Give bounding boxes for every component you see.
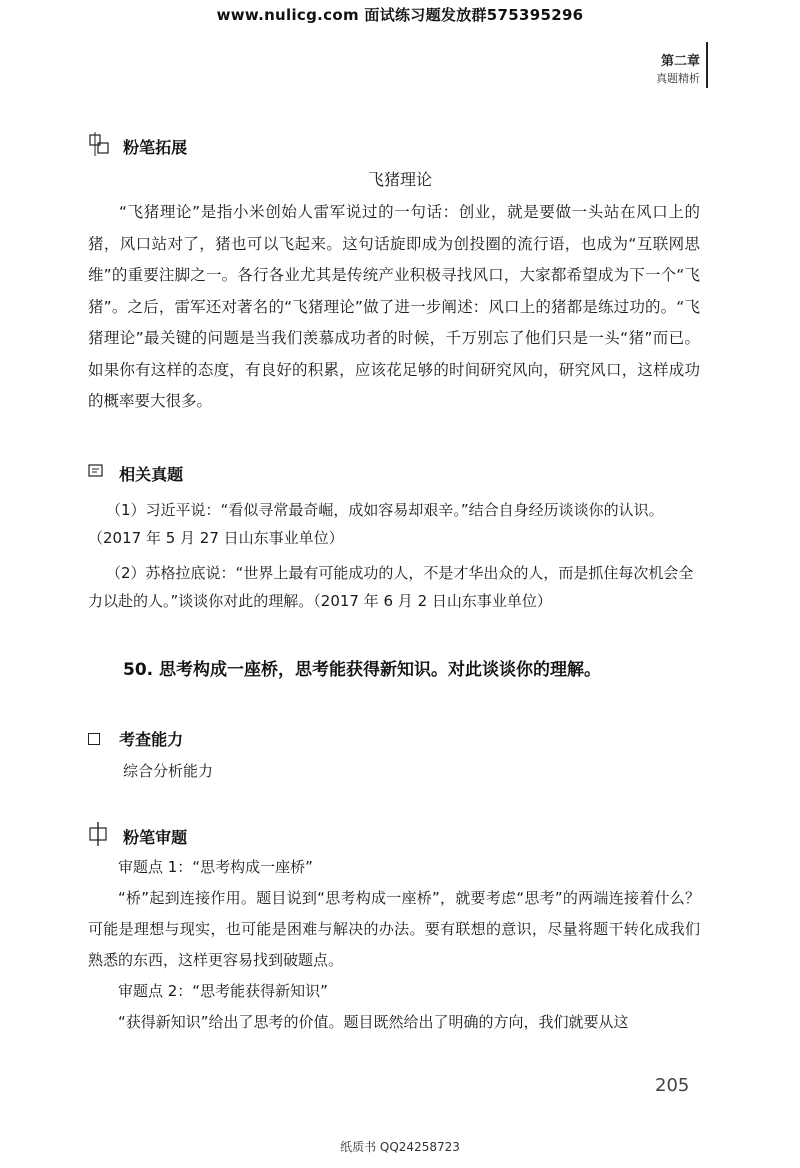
expansion-text: “飞猪理论”是指小米创始人雷军说过的一句话：创业，就是要做一头站在风口上的猪，风口站对了，猪也可以飞起来。这句话旋即成为创投圈的流行语，也成为“互联网思维”的重要注脚之一。各行各业尤其是传统产业积极寻找风口，大家都希望成为下一个“飞猪”。之后，雷军还对著名的“飞猪理论”做了进一步阐述：风口上的猪都是练过功的。“飞猪理论”最关键的问题是当我们羡慕成功者的时候，千万别忘了他们只是一头“猪”而已。如果你有这样的态度，有良好的积累，应该花足够的时间研究风向，研究风口，这样成功的概率要大很多。 — [88, 203, 700, 410]
expansion-header — [88, 132, 187, 160]
review-body — [88, 852, 700, 1038]
question-icon — [88, 463, 106, 485]
review-header — [88, 822, 187, 850]
related-header — [88, 462, 183, 485]
expansion-title: 飞猪理论 — [367, 170, 432, 189]
chapter-divider — [706, 42, 708, 88]
related-heading: 相关真题 — [119, 465, 184, 484]
question-50: 50. 思考构成一座桥，思考能获得新知识。对此谈谈你的理解。 — [123, 660, 602, 680]
ability-value: 综合分析能力 — [123, 762, 214, 780]
related-question-2: （2）苏格拉底说：“世界上最有可能成功的人，不是才华出众的人，而是抓住每次机会全力以赴的人。”谈谈你对此的理解。（2017 年 6 月 2 日山东事业单位） — [88, 564, 694, 610]
review-point1-title: 审题点 1：“思考构成一座桥” — [118, 858, 313, 876]
ability-heading: 考查能力 — [119, 730, 184, 749]
ability-header — [88, 727, 183, 750]
expand-icon — [88, 132, 110, 160]
expansion-heading: 粉笔拓展 — [123, 137, 188, 157]
review-icon — [88, 822, 110, 850]
review-point2-body: “获得新知识”给出了思考的价值。题目既然给出了明确的方向，我们就要从这 — [118, 1013, 629, 1031]
review-point2-title: 审题点 2：“思考能获得新知识” — [118, 982, 328, 1000]
chapter-label: 第二章 — [660, 54, 700, 69]
square-icon — [88, 733, 100, 745]
chapter-subtitle: 真题精析 — [656, 72, 700, 85]
footer-text: 纸质书 QQ24258723 — [340, 1140, 460, 1154]
related-question-1: （1）习近平说：“看似寻常最奇崛，成如容易却艰辛。”结合自身经历谈谈你的认识。（2017 年 5 月 27 日山东事业单位） — [88, 501, 664, 547]
review-point1-body: “桥”起到连接作用。题目说到“思考构成一座桥”，就要考虑“思考”的两端连接着什么？可能是理想与现实，也可能是困难与解决的办法。要有联想的意识，尽量将题干转化成我们熟悉的东西，这样更容易找到破题点。 — [88, 889, 700, 969]
page-number: 205 — [655, 1075, 690, 1096]
top-banner: www.nulicg.com 面试练习题发放群575395296 — [216, 6, 584, 24]
expansion-paragraph — [88, 197, 700, 418]
review-heading: 粉笔审题 — [123, 827, 188, 847]
